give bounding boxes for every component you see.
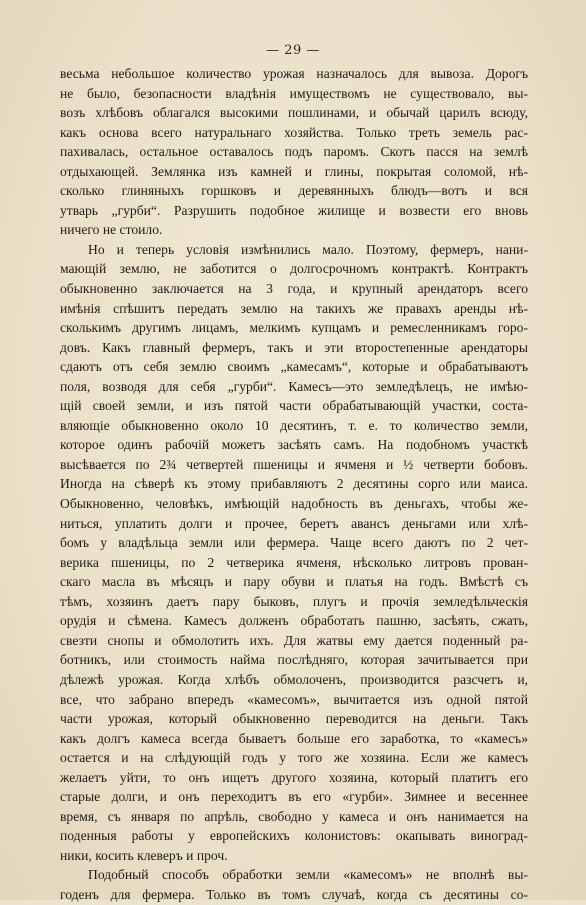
text-line: сколькимъ другимъ лицамъ, мелкимъ купцамъ и ремесленникамъ горо-	[60, 320, 528, 336]
text-line: поля, возводя для себя „гурби“. Камесъ—это земледѣлецъ, не имѣю-	[60, 378, 528, 394]
text-line: все, что забрано впередъ «камесомъ», вычитается изъ одной пятой	[60, 691, 528, 707]
text-line: мающій землю, не заботится о долгосрочномъ контрактѣ. Контрактъ	[60, 261, 528, 277]
text-line: сколько глиняныхъ горшковъ и деревянныхъ блюдъ—вотъ и вся	[60, 183, 528, 199]
text-line: возъ хлѣбовъ облагался высокими пошлинами, и обычай царилъ всюду,	[60, 105, 528, 121]
text-line: Обыкновенно, человѣкъ, имѣющій надобность въ деньгахъ, чтобы же-	[60, 496, 528, 512]
text-line: высѣвается по 2¾ четвертей пшеницы и ячменя и ½ четверти бобовъ.	[60, 456, 528, 472]
text-line: которое одинъ рабочій можетъ засѣять самъ. На подобномъ участкѣ	[60, 437, 528, 453]
text-line: обыкновенно заключается на 3 года, и крупный арендаторъ всего	[60, 281, 528, 297]
text-line: верика пшеницы, по 2 четверика ячменя, нѣсколько литровъ прован-	[60, 554, 528, 570]
text-line: ниться, уплатить долги и прочее, беретъ авансъ деньгами или хлѣ-	[60, 515, 528, 531]
text-line: ничего не стоило.	[60, 222, 163, 238]
text-line: ники, косить клеверъ и проч.	[60, 847, 228, 863]
page-number: — 29 —	[266, 43, 320, 58]
text-line: какъ основа всего натуральнаго хозяйства. Только треть земель рас-	[60, 124, 528, 140]
paragraph-1	[60, 64, 528, 240]
text-line: какъ долгъ камеса всегда бываетъ больше его заработка, то «камесъ»	[60, 730, 528, 746]
text-line: щій своей земли, и изъ пятой части обрабатывающій участки, соста-	[60, 398, 528, 414]
text-line: скаго масла въ мѣсяцъ и пару обуви и платья на годъ. Вмѣстѣ съ	[60, 574, 528, 590]
text-line: тѣмъ, хозяинъ даетъ пару быковъ, плугъ и прочія земледѣльческія	[60, 593, 528, 609]
text-line: остается и на слѣдующій годъ у того же хозяина. Если же камесъ	[60, 750, 528, 766]
text-line: желаетъ уйти, то онъ ищетъ другого хозяина, который платитъ его	[60, 769, 528, 785]
text-line: время, съ января по апрѣль, свободно у камеса и онъ нанимается на	[60, 808, 528, 824]
text-line: сдаютъ отъ себя землю своимъ „камесамъ“, которые и обрабатываютъ	[60, 359, 528, 375]
text-line: старые долги, и онъ переходитъ въ его «гурби». Зимнее и весеннее	[60, 789, 528, 805]
paragraph-3	[60, 865, 528, 904]
body-text	[60, 64, 528, 905]
text-line: имѣнія спѣшитъ передать землю на такихъ же правахъ аренды нѣ-	[60, 300, 528, 316]
text-line: пахивалась, остальное оставалось подъ паромъ. Скотъ пасся на землѣ	[60, 144, 528, 160]
text-line: не было, безопасности владѣнія имуществомъ не существовало, вы-	[60, 85, 528, 101]
text-line: бомъ у владѣльца земли или фермера. Чаще всего даютъ по 2 чет-	[60, 535, 528, 551]
paragraph-2	[60, 240, 528, 866]
text-line: ботникъ, или стоимость найма послѣдняго, которая зачитывается при	[60, 652, 528, 668]
text-line: дѣлежѣ урожая. Когда хлѣбъ обмолоченъ, производится разсчетъ и,	[60, 671, 528, 687]
text-line: довъ. Какъ главный фермеръ, такъ и эти второстепенные арендаторы	[60, 339, 528, 355]
text-line: части урожая, который обыкновенно переводится на деньги. Такъ	[60, 711, 528, 727]
text-line: утварь „гурби“. Разрушить подобное жилище и возвести его вновь	[60, 202, 528, 218]
text-line: вляющіе обыкновенно около 10 десятинъ, т. е. то количество земли,	[60, 417, 528, 433]
text-line: весьма небольшое количество урожая назначалось для вывоза. Дорогъ	[60, 66, 528, 81]
text-line: поденныя работы у европейскихъ колонистовъ: окапывать виноград-	[60, 828, 528, 844]
text-line: орудія и сѣмена. Камесъ долженъ обработать пашню, засѣять, сжать,	[60, 613, 528, 629]
text-line: свезти снопы и обмолотить ихъ. Для жатвы ему дается поденный ра-	[60, 632, 528, 648]
text-line: Иногда на сѣверѣ къ этому прибавляютъ 2 десятины сорго или маиса.	[60, 476, 528, 492]
text-line: Подобный способъ обработки земли «камесомъ» не вполнѣ вы-	[88, 867, 528, 883]
text-line: отдыхающей. Землянка изъ камней и глины, покрытая соломой, нѣ-	[60, 163, 528, 179]
text-line: годенъ для фермера. Только въ томъ случаѣ, когда съ десятины со-	[60, 886, 528, 902]
text-line: Но и теперь условія измѣнились мало. Поэтому, фермеръ, нани-	[88, 241, 528, 257]
